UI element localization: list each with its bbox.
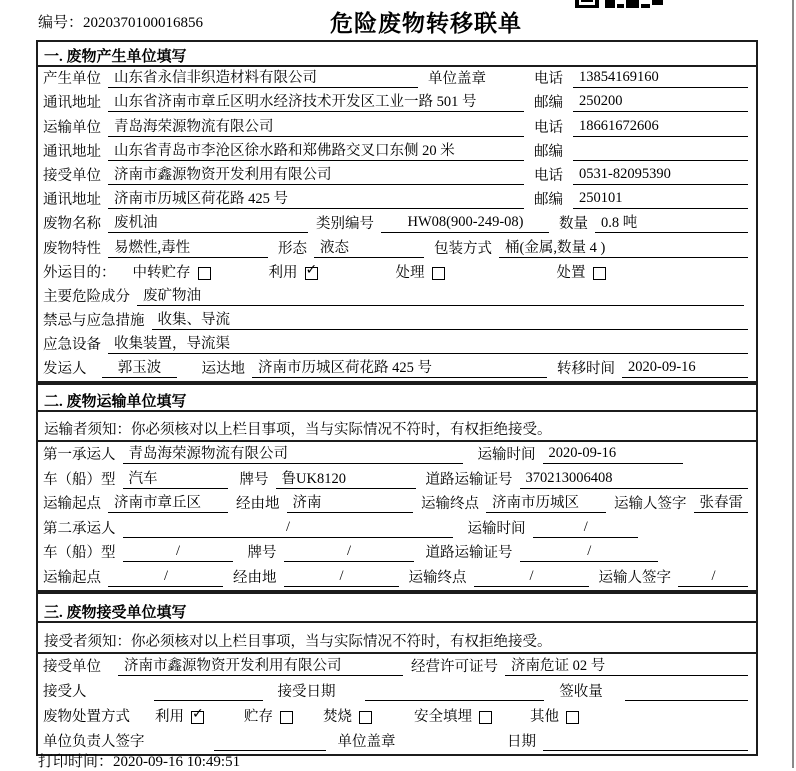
section-transporter xyxy=(36,383,758,592)
disposal-option-landfill: 安全填埋 xyxy=(414,705,492,726)
receiver-address: 济南市历城区荷花路 425 号 xyxy=(108,187,524,209)
emergency-measures-value: 收集、导流 xyxy=(152,308,749,330)
row-shipper xyxy=(38,357,756,381)
address-label: 通讯地址 xyxy=(43,192,101,209)
vehicle-label: 车（船）型 xyxy=(43,471,116,488)
carrier1-time: 2020-09-16 xyxy=(543,445,683,464)
signature-value xyxy=(214,732,326,751)
other-checkbox[interactable] xyxy=(566,711,579,724)
origin-label: 运输起点 xyxy=(43,496,101,513)
date-value xyxy=(543,732,748,751)
print-time xyxy=(38,750,240,771)
seal-label: 单位盖章 xyxy=(337,734,396,750)
transfer-time-label: 转移时间 xyxy=(557,361,615,378)
sign-label: 运输人签字 xyxy=(614,496,687,513)
row-producer xyxy=(38,67,756,91)
waste-name-label: 废物名称 xyxy=(43,216,101,233)
use-checkbox[interactable] xyxy=(305,267,318,280)
zip-label: 邮编 xyxy=(534,95,563,112)
accept-date-label: 接受日期 xyxy=(277,684,336,700)
road-license-label: 道路运输证号 xyxy=(425,545,513,562)
row-emergency-equipment xyxy=(38,333,756,357)
packaging-label: 包装方式 xyxy=(434,240,492,257)
row-carrier2-route xyxy=(38,565,756,590)
receiver-zip: 250101 xyxy=(573,190,748,209)
receiver-phone: 0531-82095390 xyxy=(573,166,748,185)
row-characteristics xyxy=(38,236,756,260)
carrier2-origin: / xyxy=(108,568,223,587)
received-qty-label: 签收量 xyxy=(559,684,603,700)
carrier2-via: / xyxy=(284,568,399,587)
destination-value: 济南市历城区荷花路 425 号 xyxy=(252,356,547,378)
serial-number xyxy=(38,11,203,32)
carrier1-label: 第一承运人 xyxy=(43,447,116,464)
carrier2-end: / xyxy=(474,568,589,587)
transporter-value: 青岛海荣源物流有限公司 xyxy=(108,115,524,137)
destination-label: 运达地 xyxy=(201,361,245,378)
transporter-notice: 运输者须知：你必须核对以上栏目事项，当与实际情况不符时，有权拒绝接受。 xyxy=(38,412,756,442)
shipper-label: 发运人 xyxy=(43,361,87,378)
serial-label: 编号： xyxy=(38,15,84,31)
carrier1-via: 济南 xyxy=(287,491,414,513)
carrier1-end: 济南市历城区 xyxy=(486,491,606,513)
quantity-value: 0.8 吨 xyxy=(595,211,748,233)
address-label: 通讯地址 xyxy=(43,95,101,112)
date-label: 日期 xyxy=(507,734,536,750)
carrier1-sign: 张春雷 xyxy=(694,491,749,513)
section-receiver xyxy=(36,592,758,756)
receiver-value: 济南市鑫源物资开发利用有限公司 xyxy=(108,163,524,185)
sign-label: 运输人签字 xyxy=(598,570,671,586)
plate-label: 牌号 xyxy=(247,545,277,562)
end-label: 运输终点 xyxy=(408,570,467,586)
receiver-notice: 接受者须知：你必须核对以上栏目事项，当与实际情况不符时，有权拒绝接受。 xyxy=(38,623,756,654)
row-waste-name xyxy=(38,212,756,236)
carrier1-plate: 鲁UK8120 xyxy=(276,467,416,489)
row-carrier1-route xyxy=(38,492,756,517)
quantity-label: 数量 xyxy=(559,216,588,233)
row-carrier1 xyxy=(38,442,756,467)
row-receiver-address xyxy=(38,188,756,212)
transfer-time-value: 2020-09-16 xyxy=(622,359,748,378)
purpose-option-dispose: 处置 xyxy=(557,261,606,282)
page-title: 危险废物转移联单 xyxy=(330,11,522,36)
signature-label: 单位负责人签字 xyxy=(43,734,145,750)
characteristics-label: 废物特性 xyxy=(43,240,101,257)
zip-label: 邮编 xyxy=(534,192,563,209)
section-producer xyxy=(36,40,758,383)
packaging-value: 桶(金属,数量 4 ) xyxy=(499,236,748,258)
transporter-address: 山东省青岛市李沧区徐水路和郑佛路交叉口东侧 20 米 xyxy=(108,139,524,161)
print-time-label: 打印时间： xyxy=(38,754,114,770)
row-carrier2 xyxy=(38,516,756,541)
disposal-option-use: 利用 ✓ xyxy=(155,705,204,726)
zip-label: 邮编 xyxy=(534,143,563,160)
license-value: 济南危证 02 号 xyxy=(505,654,748,676)
receiver-label: 接受单位 xyxy=(43,167,101,184)
license-label: 经营许可证号 xyxy=(411,659,498,675)
row-purpose xyxy=(38,261,756,285)
carrier2-license: / xyxy=(520,543,659,562)
acceptor-value xyxy=(154,682,263,701)
row-transporter xyxy=(38,115,756,139)
plate-label: 牌号 xyxy=(239,471,269,488)
phone-label: 电话 xyxy=(534,119,563,136)
carrier2-time: / xyxy=(533,519,639,538)
origin-label: 运输起点 xyxy=(43,570,101,586)
carrier2-sign: / xyxy=(678,568,748,587)
receiver-label: 接受单位 xyxy=(43,659,101,675)
form-label: 形态 xyxy=(278,240,307,257)
via-label: 经由地 xyxy=(233,570,277,586)
producer-label: 产生单位 xyxy=(43,71,101,88)
purpose-option-treat: 处理 xyxy=(396,261,445,282)
producer-phone: 13854169160 xyxy=(573,69,748,88)
print-time-value: 2020-09-16 10:49:51 xyxy=(113,754,241,770)
disposal-option-store: 贮存 xyxy=(244,705,293,726)
purpose-option-transfer: 中转贮存 xyxy=(133,261,211,282)
shipper-value: 郭玉波 xyxy=(102,356,177,378)
accept-date-value xyxy=(365,682,545,701)
category-label: 类别编号 xyxy=(316,216,374,233)
via-label: 经由地 xyxy=(236,496,280,513)
page-edge-divider xyxy=(792,0,794,768)
disposal-checkbox[interactable] xyxy=(593,267,606,280)
vehicle-label: 车（船）型 xyxy=(43,545,116,562)
phone-label: 电话 xyxy=(534,71,563,88)
category-value: HW08(900-249-08) xyxy=(381,214,549,233)
transporter-phone: 18661672606 xyxy=(573,118,748,137)
hazard-label: 主要危险成分 xyxy=(43,288,130,305)
landfill-checkbox[interactable] xyxy=(479,711,492,724)
row-emergency-measures xyxy=(38,309,756,333)
transport-time-label: 运输时间 xyxy=(467,520,526,537)
transporter-zip xyxy=(573,142,748,161)
producer-address: 山东省济南市章丘区明水经济技术开发区工业一路 501 号 xyxy=(108,90,524,112)
carrier1-value: 青岛海荣源物流有限公司 xyxy=(123,442,463,464)
transport-time-label: 运输时间 xyxy=(477,447,536,464)
waste-name-value: 废机油 xyxy=(108,211,308,233)
carrier2-label: 第二承运人 xyxy=(43,520,116,537)
acceptor-label: 接受人 xyxy=(43,684,87,700)
treatment-checkbox[interactable] xyxy=(432,267,445,280)
serial-value: 2020370100016856 xyxy=(83,15,204,31)
disposal-option-incinerate: 焚烧 xyxy=(323,705,372,726)
form-value: 液态 xyxy=(314,236,424,258)
carrier2-vehicle: / xyxy=(123,543,233,562)
section3-header: 三. 废物接受单位填写 xyxy=(38,594,756,623)
transfer-storage-checkbox[interactable] xyxy=(198,267,211,280)
producer-value: 山东省永信非织造材料有限公司 xyxy=(108,66,418,88)
transfer-form xyxy=(36,40,758,756)
row-transporter-address xyxy=(38,140,756,164)
carrier2-value: / xyxy=(123,519,453,538)
disposal-option-other: 其他 xyxy=(530,705,579,726)
transporter-label: 运输单位 xyxy=(43,119,101,136)
section2-header: 二. 废物运输单位填写 xyxy=(38,385,756,412)
row-producer-address xyxy=(38,91,756,115)
received-qty-value xyxy=(625,682,748,701)
qr-code-fragment xyxy=(575,0,665,9)
row-disposal-method xyxy=(38,704,756,729)
end-label: 运输终点 xyxy=(421,496,480,513)
disposal-label: 废物处置方式 xyxy=(43,709,130,725)
incineration-checkbox[interactable] xyxy=(359,711,372,724)
producer-zip: 250200 xyxy=(573,93,748,112)
row-carrier1-vehicle xyxy=(38,467,756,492)
hazard-value: 废矿物油 xyxy=(137,284,744,306)
purpose-label: 外运目的： xyxy=(43,264,116,281)
section1-header: 一. 废物产生单位填写 xyxy=(38,42,756,67)
emergency-equipment-label: 应急设备 xyxy=(43,337,101,354)
address-label: 通讯地址 xyxy=(43,143,101,160)
characteristics-value: 易燃性,毒性 xyxy=(108,236,268,258)
row-carrier2-vehicle xyxy=(38,541,756,566)
carrier1-license: 370213006408 xyxy=(520,470,749,489)
carrier2-plate: / xyxy=(284,543,414,562)
road-license-label: 道路运输证号 xyxy=(425,471,513,488)
row-receiver xyxy=(38,164,756,188)
purpose-option-use: 利用 ✓ xyxy=(269,261,318,282)
storage-checkbox[interactable] xyxy=(280,711,293,724)
carrier1-origin: 济南市章丘区 xyxy=(108,491,228,513)
seal-label: 单位盖章 xyxy=(428,71,486,88)
carrier1-vehicle: 汽车 xyxy=(123,467,228,489)
emergency-measures-label: 禁忌与应急措施 xyxy=(43,313,145,330)
receiver-value: 济南市鑫源物资开发利用有限公司 xyxy=(118,654,403,676)
row-hazard xyxy=(38,285,756,309)
row-accept-unit xyxy=(38,654,756,679)
emergency-equipment-value: 收集装置，导流渠 xyxy=(108,332,748,354)
phone-label: 电话 xyxy=(534,167,563,184)
row-acceptor xyxy=(38,679,756,704)
use-checkbox[interactable] xyxy=(191,711,204,724)
